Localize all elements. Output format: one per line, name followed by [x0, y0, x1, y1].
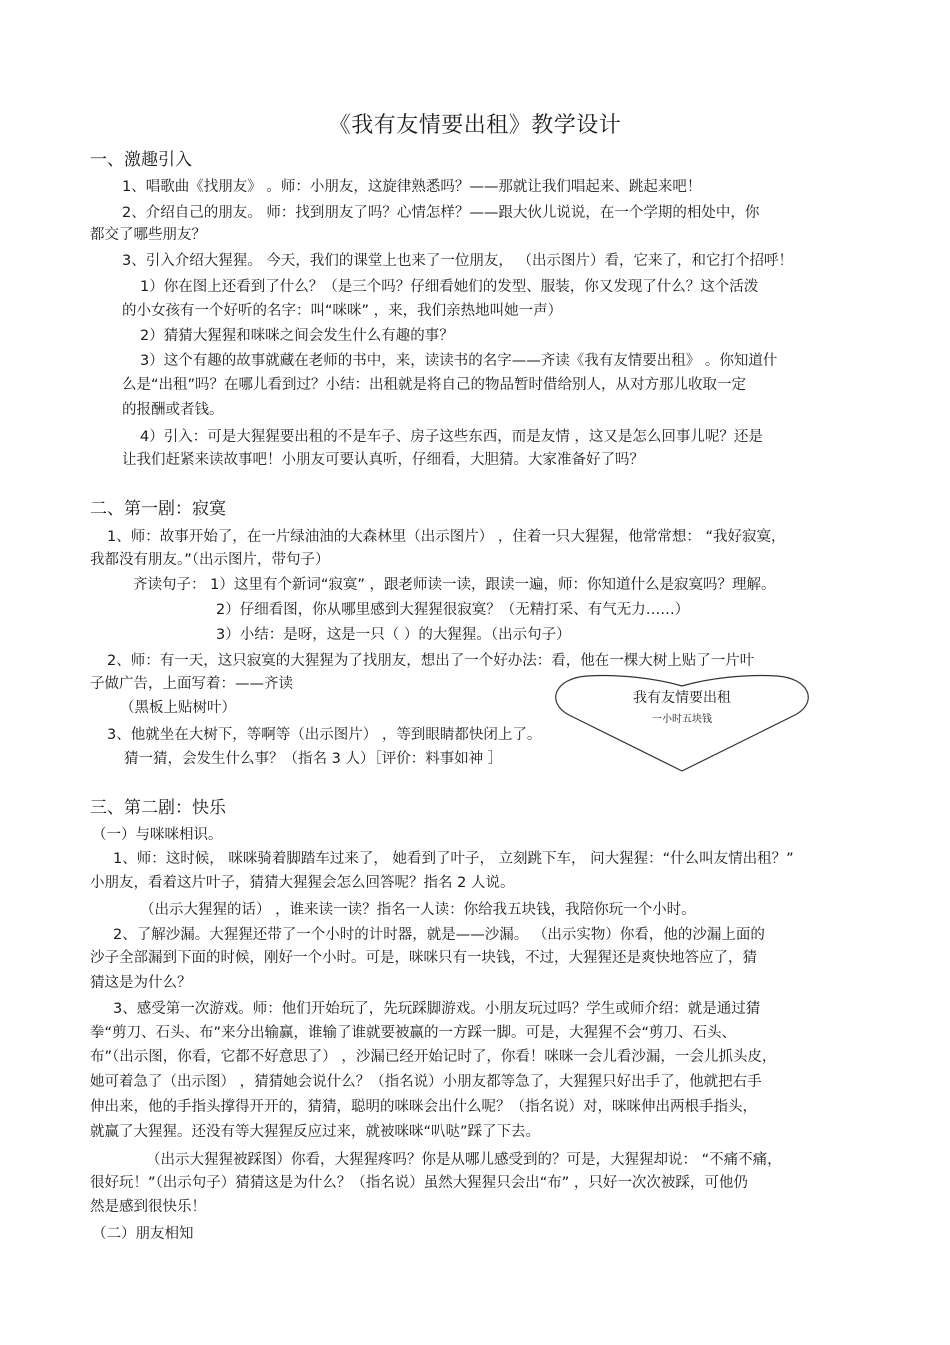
- section-1-heading: 一、激趣引入: [90, 150, 192, 170]
- s3-line-9: 布”（出示图，你看，它都不好意思了） ，沙漏已经开始记时了，你看！咪咪一会儿看沙漏，一会儿抓头皮，: [90, 1049, 777, 1065]
- s3-line-5: 沙子全部漏到下面的时候，刚好一个小时。可是，咪咪只有一块钱，不过，大猩猩还是爽快地答应了，猜: [90, 950, 757, 966]
- s3-line-3: （出示大猩猩的话） ，谁来读一读？指名一人读：你给我五块钱，我陪你玩一个小时。: [140, 902, 696, 918]
- s3-line-11: 伸出来，他的手指头撑得开开的，猜猜，聪明的咪咪会出什么呢？（指名说）对，咪咪伸出两根手指头，: [90, 1099, 757, 1115]
- s2-line-10: 猜一猜，会发生什么事？（指名 3 人）［评价：料事如神 ］: [124, 751, 503, 767]
- s3-line-6: 猜这是为什么？: [90, 975, 192, 991]
- section-2-heading: 二、第一剧：寂寞: [90, 499, 226, 519]
- s3-line-15: 然是感到很快乐！: [90, 1199, 206, 1215]
- page-title: 《我有友情要出租》教学设计: [328, 113, 622, 138]
- s3-line-4: 2、了解沙漏。大猩猩还带了一个小时的计时器，就是——沙漏。 （出示实物）你看，他的沙漏上面的: [113, 927, 765, 943]
- s1-line-11: 4）引入：可是大猩猩要出租的不是车子、房子这些东西，而是友情 ，这又是怎么回事儿呢？还是: [140, 429, 763, 445]
- s1-line-5: 1）你在图上还看到了什么？（是三个吗？仔细看她们的发型、服装，你又发现了什么？这个活泼: [140, 279, 759, 295]
- s1-line-2: 2、介绍自己的朋友。 师：找到朋友了吗？心情怎样？——跟大伙儿说说，在一个学期的相处中，你: [122, 205, 760, 221]
- s2-line-9: 3、他就坐在大树下，等啊等（出示图片） ，等到眼睛都快闭上了。: [107, 727, 542, 743]
- s3-subheading-1: （一）与咪咪相识。: [92, 827, 223, 843]
- s2-line-8: （黑板上贴树叶）: [120, 700, 236, 716]
- sign-subtitle: 一小时五块钱: [652, 714, 712, 725]
- s1-line-9: 么是“出租”吗？在哪儿看到过？小结：出租就是将自己的物品暂时借给别人，从对方那儿收取一定: [122, 377, 747, 393]
- s1-line-7: 2）猜猜大猩猩和咪咪之间会发生什么有趣的事？: [140, 328, 454, 344]
- s1-line-8: 3）这个有趣的故事就藏在老师的书中，来，读读书的名字——齐读《我有友情要出租》 。你知道什: [140, 353, 778, 369]
- s1-line-3: 都交了哪些朋友？: [90, 227, 206, 243]
- s3-line-8: 拳“剪刀、石头、布”来分出输赢，谁输了谁就要被赢的一方踩一脚。可是，大猩猩不会“剪刀、石头、: [90, 1025, 737, 1041]
- s2-line-6: 2、师：有一天，这只寂寞的大猩猩为了找朋友，想出了一个好办法：看，他在一棵大树上贴了一片叶: [107, 653, 755, 669]
- s1-line-10: 的报酬或者钱。: [122, 402, 224, 418]
- s3-subheading-2: （二）朋友相知: [92, 1226, 194, 1242]
- s3-line-7: 3、感受第一次游戏。师：他们开始玩了，先玩踩脚游戏。小朋友玩过吗？学生或师介绍：就是通过猜: [113, 1001, 761, 1017]
- section-3-heading: 三、第二剧：快乐: [90, 798, 226, 818]
- s2-line-2: 我都没有朋友。”（出示图片，带句子）: [90, 552, 330, 568]
- s3-line-1: 1、师：这时候， 咪咪骑着脚踏车过来了， 她看到了叶子， 立刻跳下车， 问大猩猩：“什么叫友情出租？”: [113, 851, 794, 867]
- s3-line-12: 就赢了大猩猩。还没有等大猩猩反应过来，就被咪咪“叭哒”踩了下去。: [90, 1124, 541, 1140]
- s2-line-4: 2）仔细看图，你从哪里感到大猩猩很寂寞？（无精打采、有气无力……）: [216, 602, 690, 618]
- s1-line-6: 的小女孩有一个好听的名字：叫“咪咪” ，来，我们亲热地叫她一声）: [122, 303, 563, 319]
- s2-line-7: 子做广告，上面写着：——齐读: [90, 676, 293, 692]
- s3-line-10: 她可着急了（出示图） ，猜猜她会说什么？（指名说）小朋友都等急了，大猩猩只好出手了，他就把右手: [90, 1074, 762, 1090]
- s3-line-13: （出示大猩猩被踩图）你看，大猩猩疼吗？你是从哪儿感受到的？可是，大猩猩却说： “不痛不痛，: [146, 1152, 782, 1168]
- s3-line-2: 小朋友，看着这片叶子，猜猜大猩猩会怎么回答呢？指名 2 人说。: [90, 875, 515, 891]
- s1-line-12: 让我们赶紧来读故事吧！小朋友可要认真听，仔细看，大胆猜。大家准备好了吗？: [122, 452, 644, 468]
- s2-line-5: 3）小结：是呀，这是一只（ ）的大猩猩。（出示句子）: [216, 627, 571, 643]
- s2-line-3: 齐读句子： 1）这里有个新词“寂寞” ，跟老师读一读，跟读一遍，师：你知道什么是寂寞吗？理解。: [133, 577, 776, 593]
- s3-line-14: 很好玩！”（出示句子）猜猜这是为什么？（指名说）虽然大猩猩只会出“布” ，只好一次次被踩，可他仍: [90, 1175, 748, 1191]
- s1-line-4: 3、引入介绍大猩猩。 今天，我们的课堂上也来了一位朋友， （出示图片）看，它来了，和它打个招呼！: [122, 253, 793, 269]
- sign-title: 我有友情要出租: [633, 690, 731, 706]
- s1-line-1: 1、唱歌曲《找朋友》 。师：小朋友，这旋律熟悉吗？——那就让我们唱起来、跳起来吧！: [122, 179, 702, 195]
- s2-line-1: 1、师：故事开始了，在一片绿油油的大森林里（出示图片） ，住着一只大猩猩，他常常想： “我好寂寞，: [107, 529, 786, 545]
